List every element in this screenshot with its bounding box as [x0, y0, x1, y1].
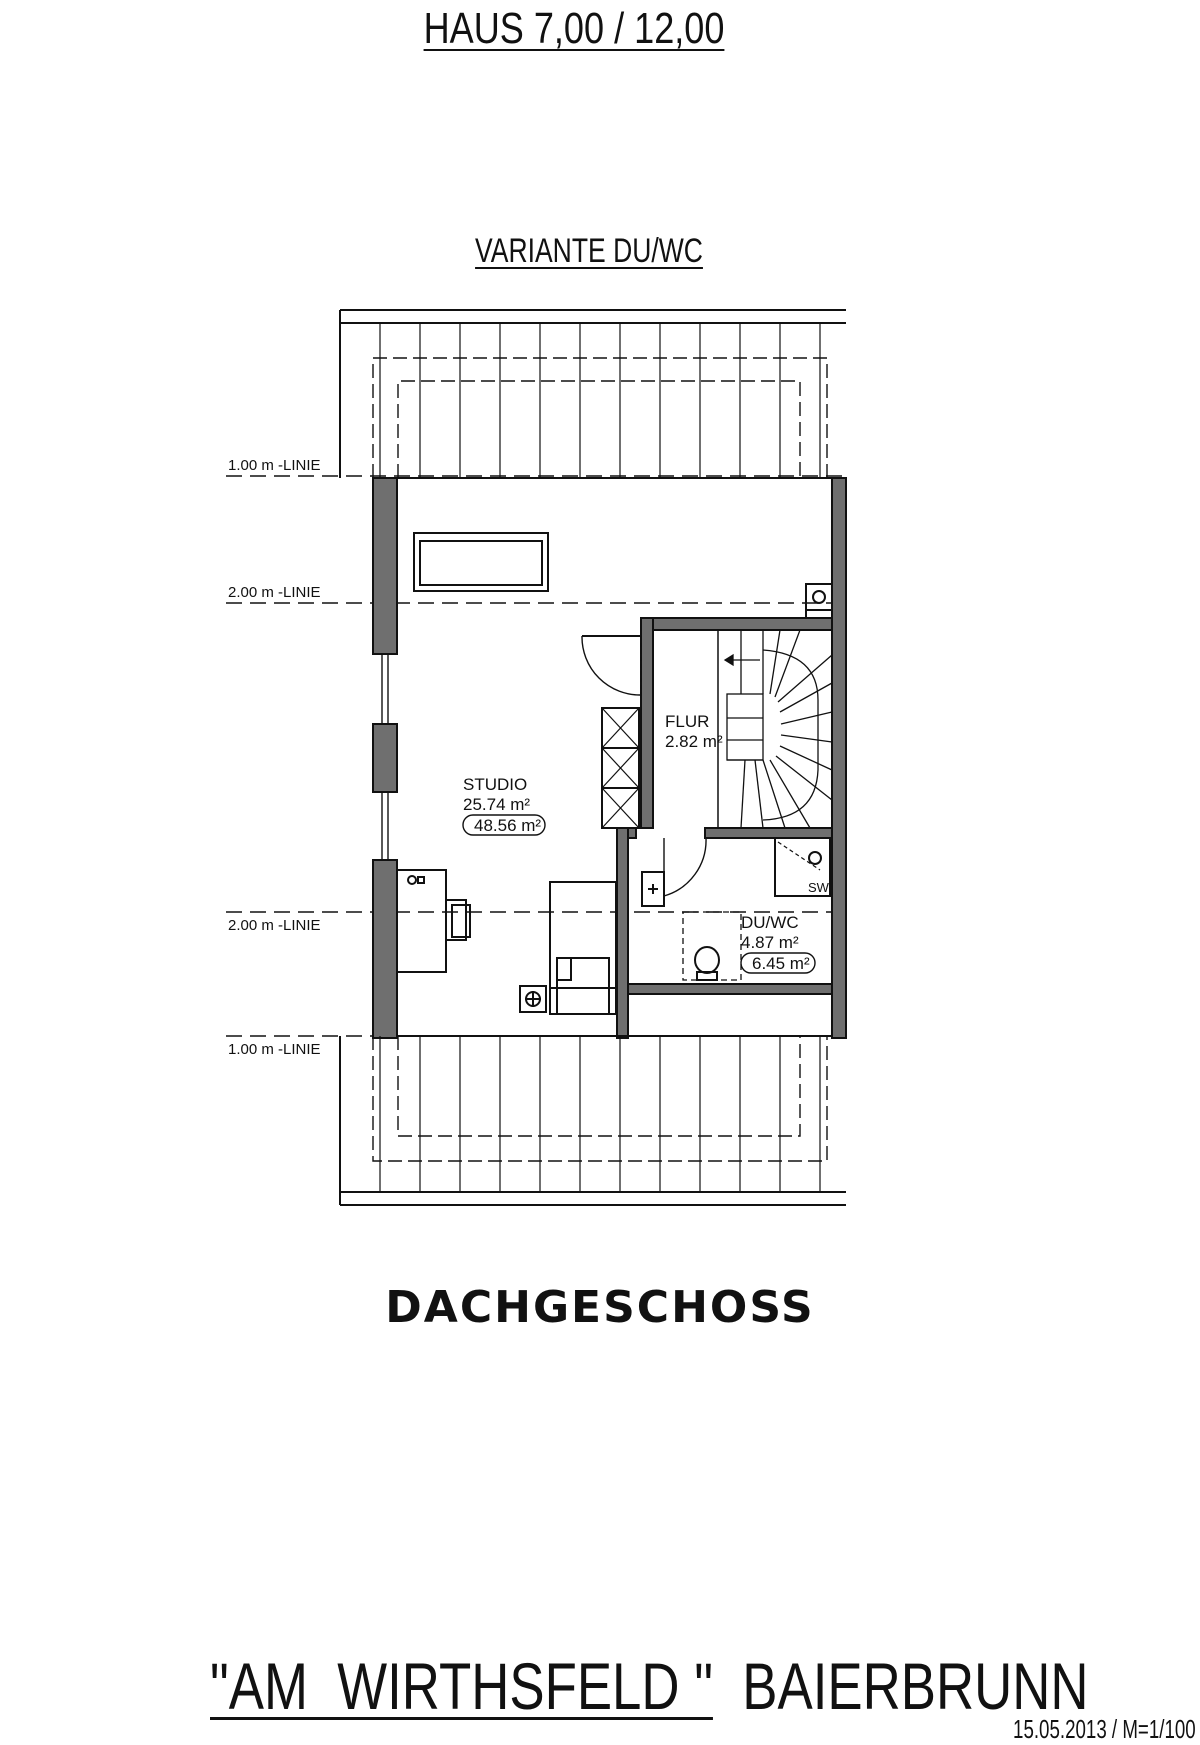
project-location: BAIERBRUNN	[742, 1649, 1089, 1723]
shower-label: SW	[808, 880, 829, 895]
room-area-total-studio: 48.56 m²	[474, 816, 542, 835]
room-area-duwc: 4.87 m²	[741, 933, 799, 952]
nightstand	[520, 986, 546, 1012]
sofa	[414, 533, 548, 591]
line-label-200-top: 2.00 m -LINIE	[228, 584, 321, 601]
line-label-100-top: 1.00 m -LINIE	[228, 457, 321, 474]
room-area-total-duwc: 6.45 m²	[752, 954, 810, 973]
room-name-duwc: DU/WC	[741, 913, 799, 932]
project-title	[210, 1648, 1089, 1724]
toilet	[683, 912, 741, 980]
door-flur	[582, 636, 641, 695]
drawing-title: HAUS 7,00 / 12,00	[423, 4, 725, 53]
wardrobe	[602, 708, 639, 828]
roof-top	[340, 310, 846, 478]
line-label-100-bottom: 1.00 m -LINIE	[228, 1041, 321, 1058]
chimney	[806, 584, 832, 610]
door-duwc	[664, 838, 706, 896]
date-scale: 15.05.2013 / M=1/100	[1013, 1714, 1196, 1744]
room-name-flur: FLUR	[665, 712, 710, 731]
variant-title: VARIANTE DU/WC	[475, 232, 703, 270]
room-area-studio: 25.74 m²	[463, 795, 531, 814]
floor-title: DACHGESCHOSS	[385, 1282, 815, 1333]
desk	[397, 870, 470, 972]
line-label-200-bottom: 2.00 m -LINIE	[228, 917, 321, 934]
room-name-studio: STUDIO	[463, 775, 528, 794]
room-area-flur: 2.82 m²	[665, 732, 723, 751]
storage-room	[628, 994, 832, 1036]
roof-bottom	[340, 1036, 846, 1205]
bed	[550, 882, 616, 1014]
height-lines	[226, 476, 846, 1036]
wash-basin	[642, 872, 664, 906]
project-name: "AM WIRTHSFELD "	[210, 1649, 713, 1723]
staircase	[718, 630, 832, 828]
chimney-flue-icon	[813, 591, 825, 603]
